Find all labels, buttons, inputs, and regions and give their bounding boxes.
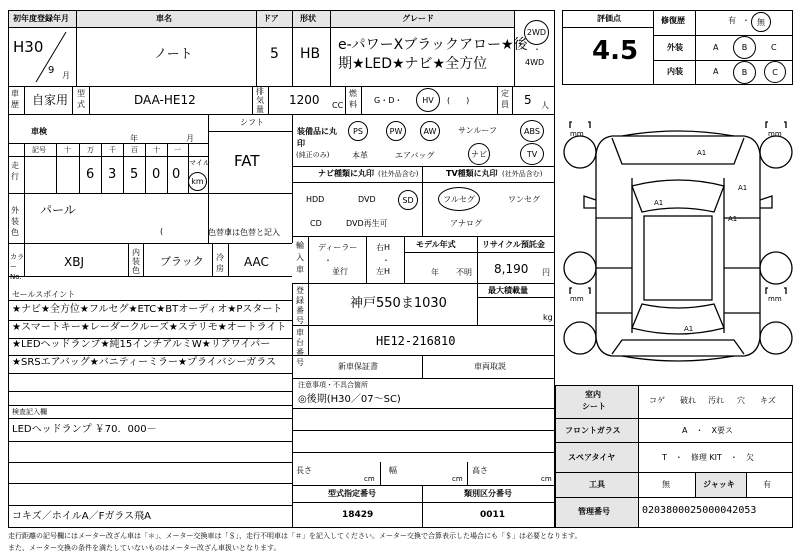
model-label: 型式 (77, 89, 85, 109)
seat-opt-2: 汚れ (708, 396, 724, 405)
type-designation-label: 型式指定番号 (328, 489, 376, 498)
selling-point-3: ★LEDヘッドランプ★純15インチアルミW★リアワイパー (12, 339, 271, 350)
ext-color: パール (40, 203, 76, 217)
notes-text: ◎後期(H30／07～SC) (298, 394, 401, 405)
height-label: 高さ (472, 466, 488, 475)
score-label: 評価点 (597, 14, 621, 23)
vehicle-manual: 車両取説 (474, 362, 506, 371)
exterior-c: C (771, 43, 777, 52)
shaken-month-unit: 月 (186, 134, 194, 143)
height-unit: cm (541, 475, 552, 483)
first-reg-label: 初年度登録年月 (13, 14, 69, 23)
equip-pw: PW (386, 121, 406, 141)
selling-point-4: ★SRSエアバッグ★バニティーミラー★プライバシーガラス (12, 357, 276, 368)
capacity-unit: 人 (541, 101, 549, 110)
exterior-b-circle: B (733, 36, 756, 59)
width-unit: cm (452, 475, 463, 483)
width-label: 幅 (389, 466, 397, 475)
capacity-label: 定員 (501, 89, 509, 109)
footer-damage-note: コキズ／ホイルA／Fガラス飛A (12, 511, 151, 522)
ext-color-note: 色替車は色替と記入 (208, 228, 280, 237)
mileage-label: 走行 (11, 161, 19, 181)
equip-tv: TV (520, 143, 544, 165)
seat-opt-1: 破れ (680, 396, 696, 405)
mileage-digit-5: 0 (172, 167, 181, 182)
navi-type-label: ナビ種類に丸印 (318, 169, 374, 178)
fuel-hv-circle: HV (416, 88, 440, 112)
repair-dot: ・ (742, 16, 750, 25)
mileage-digit-2: 3 (108, 167, 117, 182)
tools-label: 工具 (589, 480, 605, 489)
displacement-label: 排気量 (256, 87, 264, 114)
first-reg-month-unit: 月 (62, 71, 70, 80)
equip-abs: ABS (520, 120, 544, 142)
interior-label: 内装 (667, 67, 683, 76)
type-designation: 18429 (342, 510, 374, 520)
glass-label: フロントガラス (565, 426, 621, 435)
shift-label: シフト (240, 118, 264, 127)
shape: HB (300, 46, 321, 62)
interior-c-circle: C (764, 61, 786, 83)
import-dealer: ディーラー (318, 243, 358, 252)
seat-opt-4: キズ (760, 396, 776, 405)
equip-leather: 本革 (352, 151, 368, 160)
import-label: 輸入車 (296, 241, 304, 274)
damage-mark-hood: A1 (697, 149, 707, 157)
mileage-symbol-label: 記号 (32, 146, 46, 154)
tire-mm-rl: mm (570, 295, 584, 303)
header-row (9, 11, 514, 27)
recycle-unit: 円 (542, 268, 550, 277)
control-number: 0203800025000042053 (642, 505, 757, 516)
length-unit: cm (364, 475, 375, 483)
damage-mark-rear: A1 (684, 325, 694, 333)
import-parallel: 並行 (332, 267, 348, 276)
drive-2wd-circle: 2WD (524, 20, 549, 45)
recycle-value: 8,190 (494, 262, 529, 276)
spare-options: T ・ 修理 KIT ・ 欠 (662, 453, 754, 462)
navi-sd-circle: SD (398, 190, 418, 210)
tv-analog: アナログ (450, 219, 482, 228)
max-load-unit: kg (543, 313, 553, 322)
control-label: 管理番号 (578, 507, 610, 516)
jack-label: ジャッキ (703, 480, 735, 489)
tv-type-label: TV種類に丸印 (446, 169, 498, 178)
import-dot2: ・ (382, 256, 390, 265)
damage-mark-left: A1 (654, 199, 664, 207)
car-name-label: 車名 (156, 14, 172, 23)
first-reg-year: H30 (13, 38, 44, 56)
category-number: 0011 (480, 510, 506, 520)
mileage-digit-4: 0 (152, 167, 161, 182)
shift: FAT (234, 152, 260, 170)
shaken-label: 車検 (31, 127, 47, 136)
import-right-h: 右H (376, 243, 391, 252)
equip-sunroof: サンルーフ (458, 126, 497, 135)
legal-line-1: 走行距離の記号欄にはメーター改ざん車は「＊」、メーター交換車は「＄」、走行不明車は「＃」を記入してください。メーター交換で合算表示した場合にも「＄」は必要となります。 (8, 532, 582, 540)
legal-line-2: また、メーター交換の条件を満たしていないものはメーター改ざん車扱いとなります。 (8, 544, 281, 552)
interior-color-label: 内装色 (132, 248, 140, 275)
navi-dvd: DVD (358, 195, 376, 204)
mileage-unit-0: 十 (64, 146, 71, 154)
mileage-unit-3: 百 (131, 146, 138, 154)
chassis-number: HE12-216810 (376, 334, 456, 348)
grade-line2: 期★LED★ナビ★全方位 (338, 56, 488, 72)
import-left-h: 左H (376, 267, 391, 276)
exterior-a: A (713, 43, 719, 52)
color-code: XBJ (64, 255, 84, 269)
mileage-unit-1: 万 (87, 146, 94, 154)
displacement: 1200 (289, 93, 320, 107)
repair-no-circle: 無 (751, 12, 771, 32)
doors: 5 (270, 46, 279, 62)
registration-label: 登録番号 (296, 286, 304, 325)
import-dot: ・ (324, 256, 332, 265)
model-year-unit: 年 (431, 268, 439, 277)
spare-label: スペアタイヤ (568, 453, 616, 462)
shape-label: 形状 (300, 14, 316, 23)
tv-fullseg-circle: フルセグ (438, 187, 480, 211)
equip-ps: PS (348, 121, 368, 141)
fuel-paren: ( ) (447, 96, 470, 105)
category-label: 車歴 (11, 89, 19, 109)
main-sheet (8, 10, 555, 528)
registration-number: 神戸550ま1030 (350, 296, 447, 311)
mileage-unit-2: 千 (109, 146, 116, 154)
tire-mm-fl: mm (570, 130, 584, 138)
seat-opt-3: 穴 (737, 396, 745, 405)
inspector-notes-text: LEDヘッドランプ ￥70．000－ (12, 424, 157, 435)
glass-options: A ・ X要ス (682, 426, 733, 435)
max-load-label: 最大積載量 (488, 286, 528, 295)
car-damage-diagram (562, 108, 794, 378)
inspector-notes-label: 検査記入欄 (12, 408, 47, 416)
tv-type-sub: (社外品含む) (502, 170, 543, 178)
equip-navi: ナビ (468, 143, 490, 165)
model-year-label: モデル年式 (416, 240, 456, 249)
selling-points-label: セールスポイント (12, 290, 76, 299)
seat-opt-0: コゲ (649, 396, 665, 405)
first-reg-month: 9 (48, 65, 55, 76)
selling-point-2: ★スマートキー★レーダークルーズ★ステリモ★オートライト (12, 322, 287, 333)
mileage-unit-4: 十 (153, 146, 160, 154)
recycle-label: リサイクル預託金 (482, 240, 545, 249)
fuel-label: 燃料 (349, 89, 357, 109)
navi-type-sub: (社外品含む) (378, 170, 419, 178)
tire-mm-fr: mm (768, 130, 782, 138)
drive-4wd: 4WD (525, 58, 545, 67)
navi-cd: CD (310, 219, 322, 228)
ac: AAC (244, 255, 269, 269)
seat-label-2: シート (582, 402, 606, 411)
damage-mark-right: A1 (738, 184, 748, 192)
mileage-digit-3: 5 (130, 167, 139, 182)
mileage-digit-1: 6 (86, 167, 95, 182)
repair-yes: 有 (728, 16, 736, 25)
new-car-warranty: 新車保証書 (338, 362, 378, 371)
seat-label-1: 室内 (585, 390, 601, 399)
category-number-label: 類別区分番号 (464, 489, 512, 498)
ac-label: 冷房 (216, 253, 224, 273)
grade-label: グレード (402, 14, 434, 23)
tv-oneseg: ワンセグ (508, 195, 540, 204)
chassis-label: 車台番号 (296, 328, 304, 367)
navi-dvd-play: DVD再生可 (346, 219, 388, 228)
equip-airbag: エアバッグ (395, 151, 435, 160)
notes-label: 注意事項・不具合箇所 (298, 381, 368, 389)
interior-a: A (713, 67, 719, 76)
model-year-unknown: 不明 (456, 268, 472, 277)
selling-point-1: ★ナビ★全方位★フルセグ★ETC★BTオーディオ★Pスタート (12, 304, 283, 315)
interior-b-circle: B (733, 61, 756, 84)
drive-dot: ・ (533, 45, 541, 54)
car-name: ノート (154, 47, 193, 62)
door-label: ドア (263, 14, 279, 23)
ext-color-paren: ( ) (160, 227, 231, 236)
repair-label: 修復歴 (661, 16, 685, 25)
shaken-year-unit: 年 (130, 134, 138, 143)
equip-aw: AW (420, 121, 440, 141)
equipment-label: 装備品に丸印 (297, 127, 337, 148)
damage-mark-side: A1 (728, 215, 738, 223)
capacity: 5 (524, 93, 532, 107)
mile-label: マイル (189, 159, 210, 167)
fuel-options: G・D・ (374, 96, 403, 105)
tire-mm-rr: mm (768, 295, 782, 303)
jack-value: 有 (763, 480, 771, 489)
interior-color: ブラック (160, 255, 204, 268)
mileage-unit-5: 一 (174, 146, 181, 154)
equipment-sublabel: (純正のみ) (296, 151, 330, 159)
model: DAA-HE12 (134, 93, 196, 107)
ext-color-label: 外装色 (11, 206, 19, 237)
cc-unit: CC (332, 101, 344, 110)
score: 4.5 (592, 36, 639, 66)
tools-value: 無 (662, 480, 670, 489)
grade-line1: e-パワーXブラックアロー★後 (338, 37, 528, 53)
exterior-label: 外装 (667, 43, 683, 52)
category: 自家用 (32, 93, 69, 107)
color-code-label: カラーNo. (10, 253, 24, 281)
navi-hdd: HDD (306, 195, 325, 204)
km-circle: km (188, 172, 207, 191)
length-label: 長さ (296, 466, 312, 475)
